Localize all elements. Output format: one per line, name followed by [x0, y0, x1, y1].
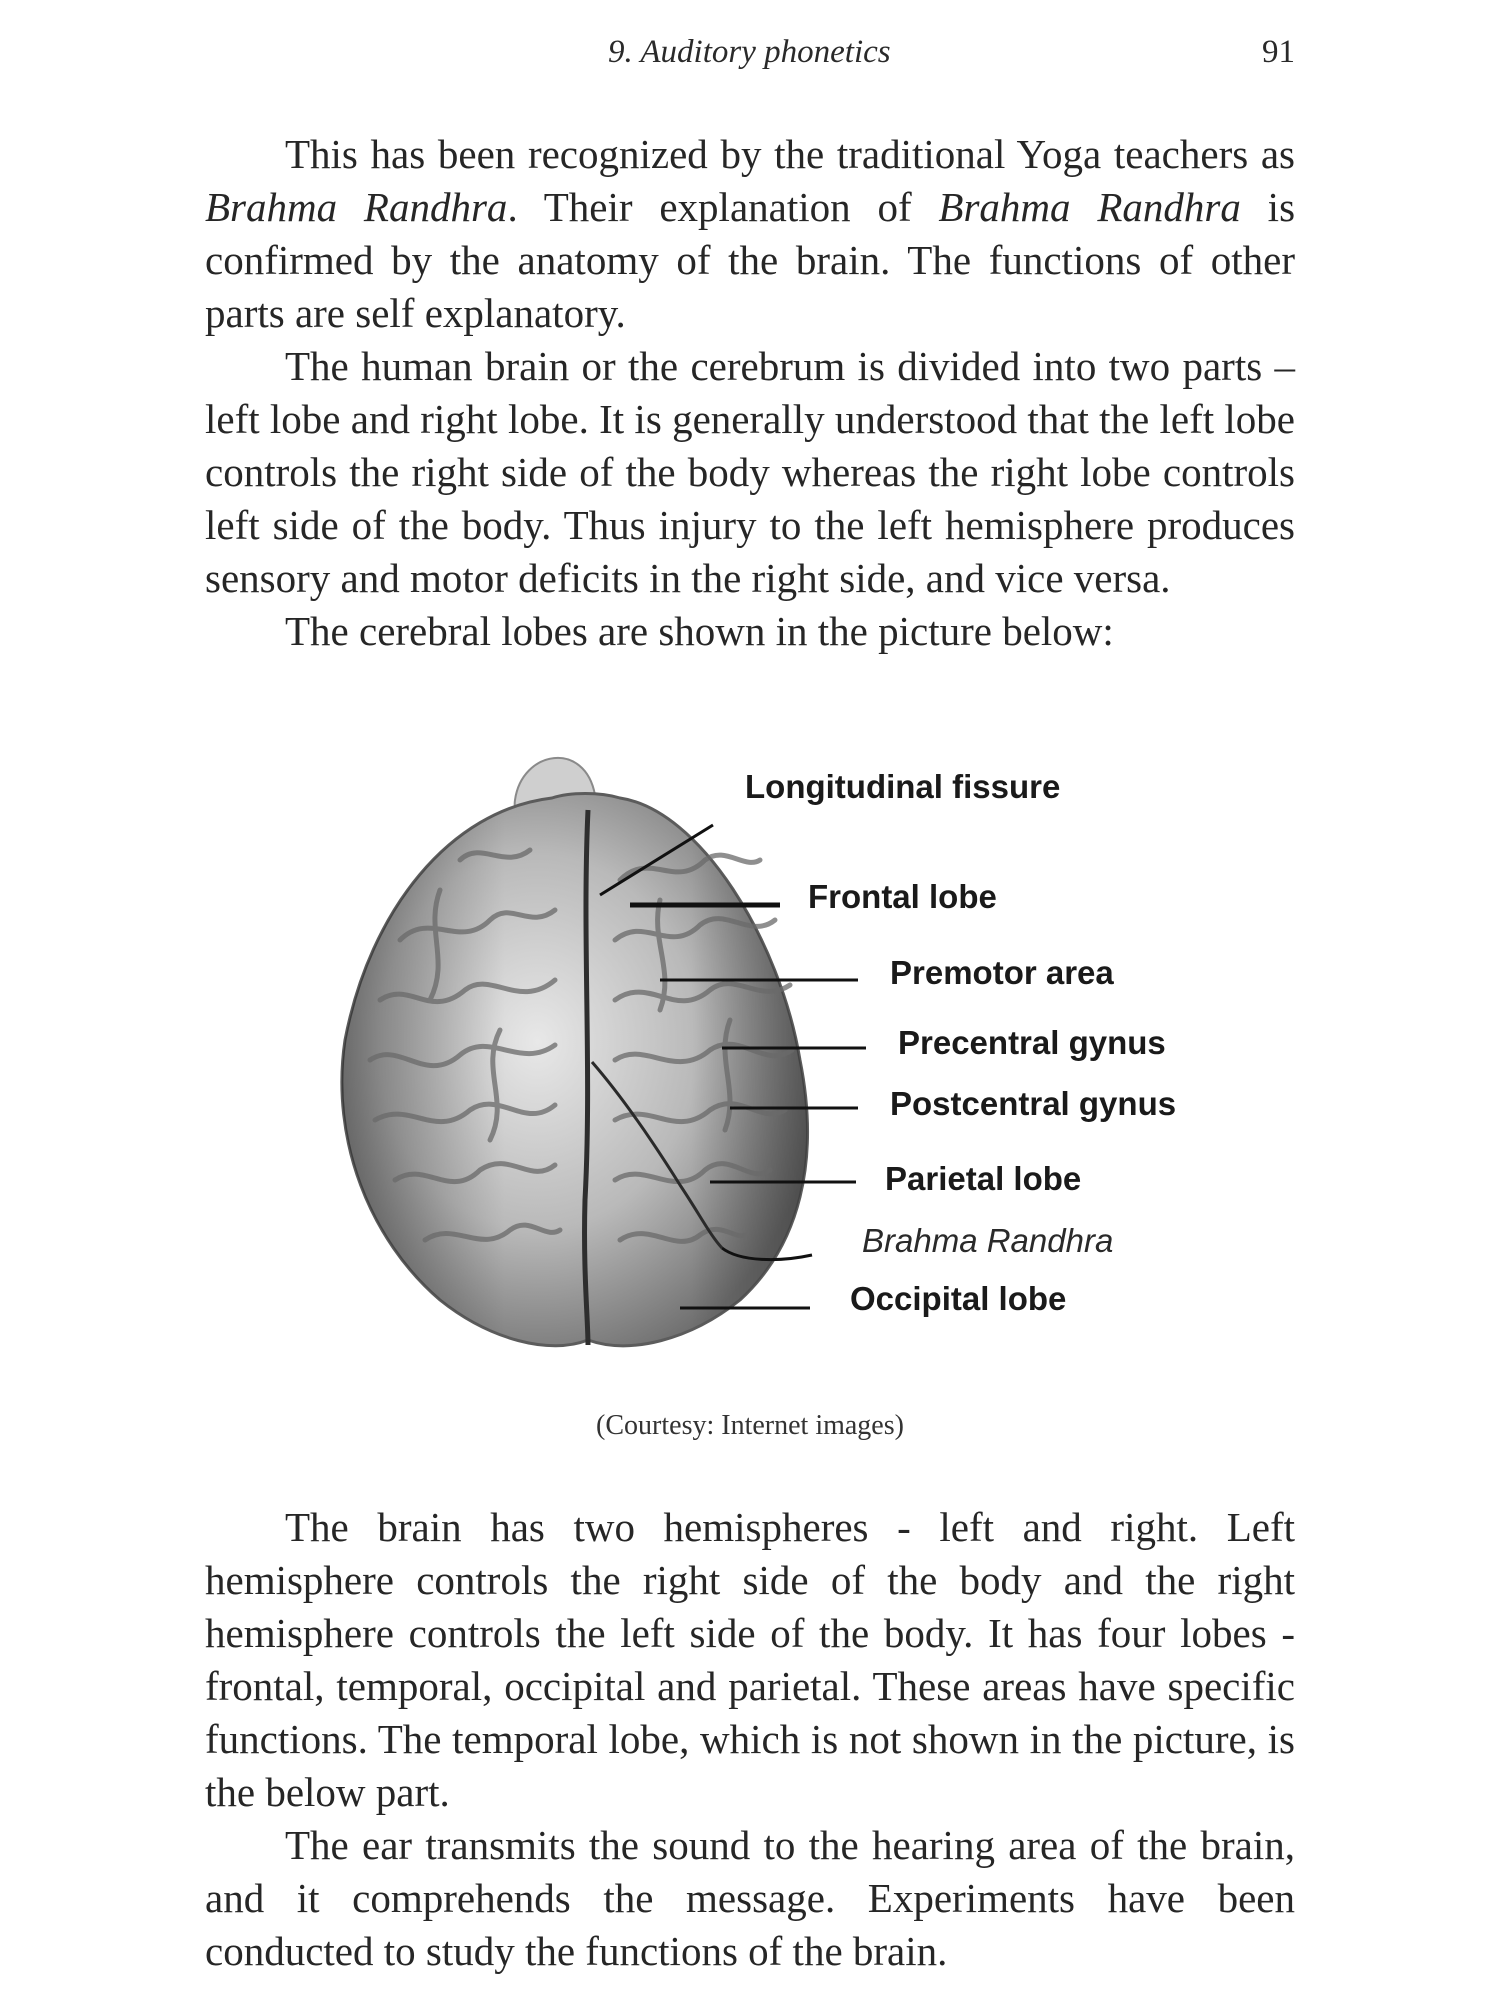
term-brahma-randhra: Brahma Randhra: [938, 184, 1241, 230]
label-precentral-gynus: Precentral gynus: [898, 1024, 1166, 1061]
term-brahma-randhra: Brahma Randhra: [205, 184, 508, 230]
chapter-title: 9. Auditory phonetics: [608, 34, 891, 70]
brain-figure: [330, 740, 1260, 1360]
figure-caption: (Courtesy: Internet images): [596, 1410, 904, 1441]
label-brahma-randhra: Brahma Randhra: [862, 1222, 1114, 1259]
body-text-bottom: [205, 1501, 1295, 1978]
label-frontal-lobe: Frontal lobe: [808, 878, 997, 915]
label-occipital-lobe: Occipital lobe: [850, 1280, 1067, 1317]
label-parietal-lobe: Parietal lobe: [885, 1160, 1082, 1197]
running-header: [0, 34, 1500, 74]
page-number: 91: [1262, 34, 1295, 70]
body-text-top: [205, 128, 1295, 658]
paragraph: The brain has two hemispheres - left and right. Left hemisphere controls the right side of the body and the right hemisphere controls the left side of the body. It has four lobes - frontal, temporal, occipital and parietal. These areas have specific functions. The temporal lobe, which is not shown in the picture, is the below part.: [205, 1504, 1295, 1815]
paragraph: This has been recognized by the traditional Yoga teachers as Brahma Randhra. Their explanation of Brahma Randhra is confirmed by the anatomy of the brain. The functions of other parts are self explanatory.: [205, 131, 1296, 336]
label-postcentral-gynus: Postcentral gynus: [890, 1085, 1177, 1122]
paragraph: The ear transmits the sound to the hearing area of the brain, and it comprehends the message. Experiments have been conducted to study the functions of the brain.: [205, 1822, 1295, 1974]
paragraph: The cerebral lobes are shown in the picture below:: [285, 608, 1114, 654]
label-longitudinal-fissure: Longitudinal fissure: [745, 768, 1061, 805]
label-premotor-area: Premotor area: [890, 954, 1114, 991]
paragraph: The human brain or the cerebrum is divided into two parts – left lobe and right lobe. It is generally understood that the left lobe controls the right side of the body whereas the right lobe controls left side of the body. Thus injury to the left hemisphere produces sensory and motor deficits in the right side, and vice versa.: [205, 343, 1295, 601]
